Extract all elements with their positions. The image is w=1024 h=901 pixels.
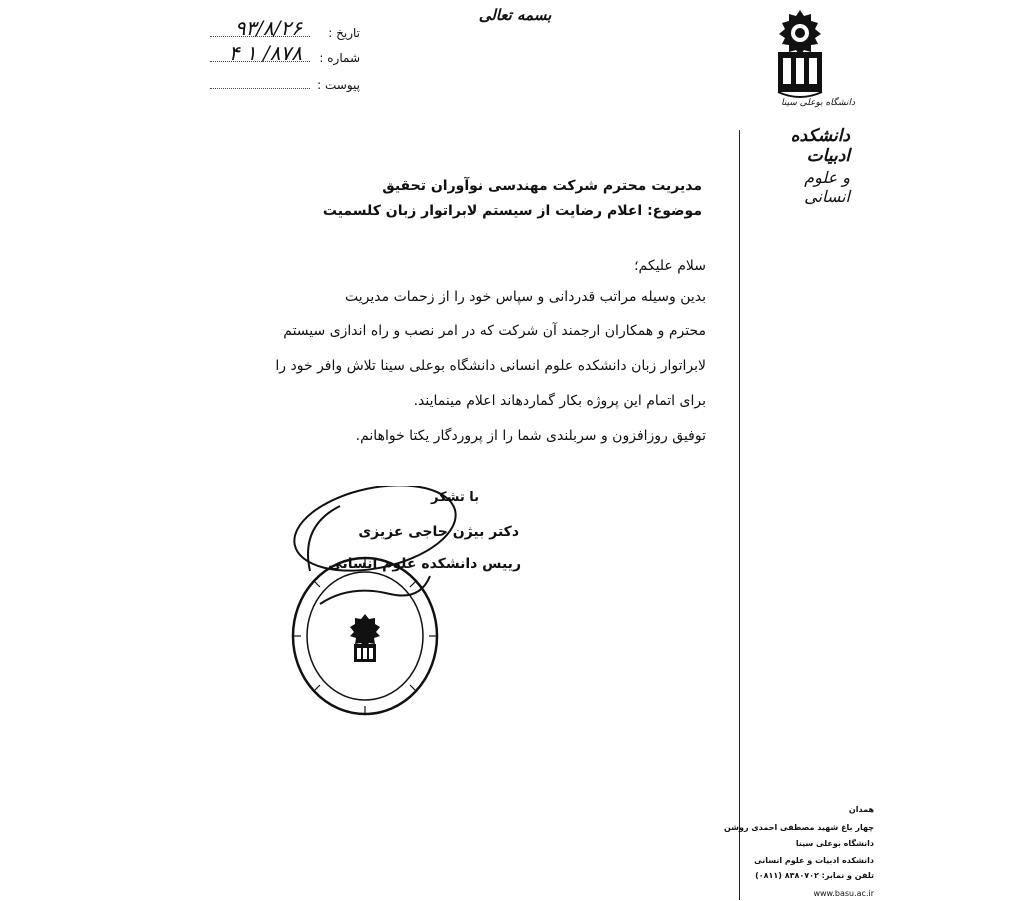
recipient: مدیریت محترم شرکت مهندسی نوآوران تحقیق [382,178,702,194]
date-label: تاریخ : [328,26,360,40]
footer-university: دانشگاه بوعلی سینا [795,839,874,848]
university-name: دانشگاه بوعلی سینا [781,98,855,108]
margin-divider [739,130,740,900]
stamp-seal-icon [280,486,460,726]
university-logo-block [745,8,855,206]
number-label: شماره : [319,51,360,65]
footer-faculty: دانشکده ادبیات و علوم انسانی [754,856,874,865]
number-field [210,41,360,69]
body-line: محترم و همکاران ارجمند آن شرکت که در امر نصب و راه اندازی سیستم [283,323,706,339]
date-value: ۹۳/۸/۲۶ [234,16,302,40]
official-stamp [280,486,460,726]
university-emblem-icon [770,8,830,100]
footer-city: همدان [848,805,874,814]
closing-line: توفیق روزافزون و سربلندی شما را از پروردگار یکتا خواهانم. [355,428,706,444]
greeting: سلام علیکم؛ [634,258,706,274]
body-line: بدین وسیله مراتب قدردانی و سپاس خود را از زحمات مدیریت [345,289,706,305]
attachment-label: پیوست : [317,78,360,92]
subject-line: موضوع: اعلام رضایت از سیستم لابراتوار زبان کلسمیت [322,203,702,219]
body-line: لابراتوار زبان دانشکده علوم انسانی دانشگاه بوعلی سینا تلاش وافر خود را [275,358,706,374]
basmala: بسمه تعالی [478,6,552,24]
footer-website: www.basu.ac.ir [813,889,874,898]
signatory-name: دکتر بیژن حاجی عزیزی [358,524,519,540]
signature-thanks: با تشکر [430,490,479,505]
footer-street: چهار باغ شهید مصطفی احمدی روشن [723,823,874,832]
footer-phone: تلفن و نمابر: ۸۳۸۰۷۰۲ (۰۸۱۱) [755,871,874,880]
body-line: برای اتمام این پروژه بکار گماردهاند اعلام مینمایند. [413,393,706,409]
attachment-dotted-line [210,88,310,89]
attachment-field [210,74,360,96]
faculty-name-line2: و علوم انسانی [804,168,850,206]
signatory-title: رییس دانشکده علوم انسانی [328,556,521,572]
number-value: ۸۷۸/ ۱ ۴ [228,41,302,65]
faculty-name-line1: دانشکده ادبیات [790,126,850,166]
